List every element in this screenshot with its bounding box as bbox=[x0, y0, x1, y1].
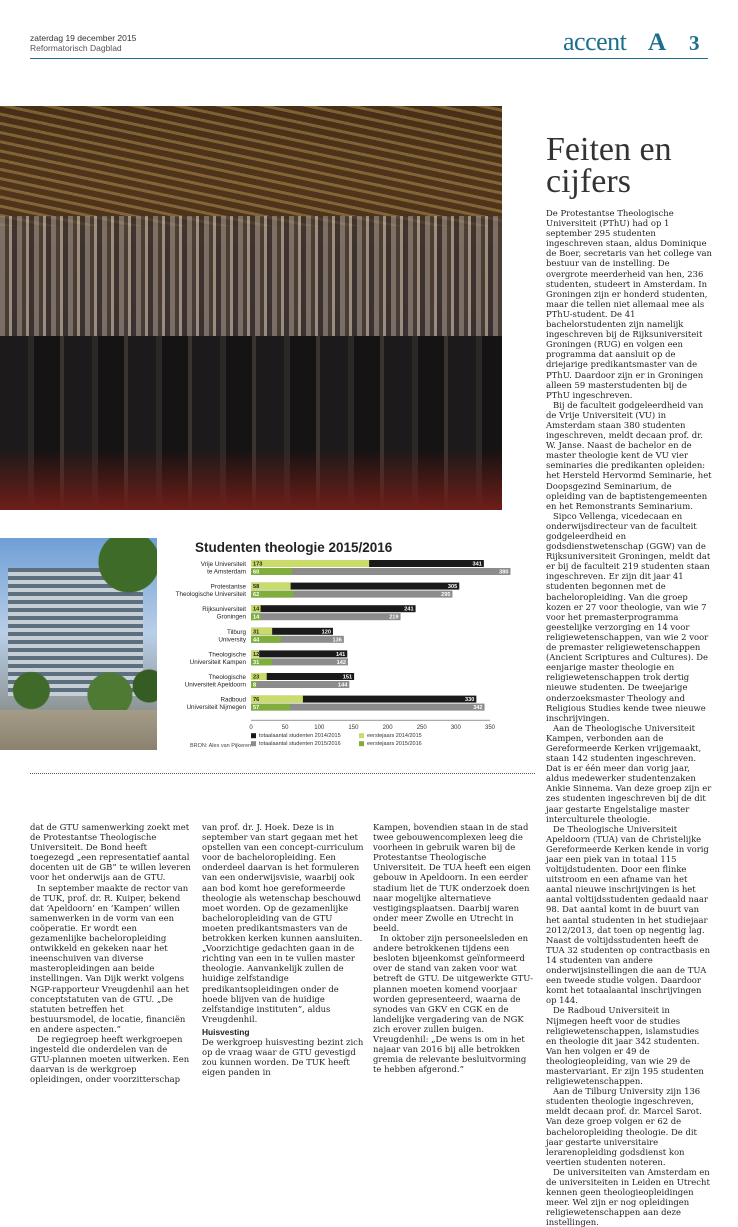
sidebar-paragraph: Aan de Theologische Universiteit Kampen, verbonden aan de Gereformeerde Kerken vrijgemaakt, staan 142 studenten ingeschreven. Dat is er één meer dan vorig jaar, aldus medewerker studentenzaken Ankie Sinnema. Van deze groep zijn er zes studenten ingeschreven bij de dit jaar gestarte Engelstalige master interculturele theologie. bbox=[546, 722, 712, 824]
category-label: Theologische bbox=[208, 674, 246, 681]
article-column-3 bbox=[373, 822, 535, 1074]
value-label-total-2015-2016: 380 bbox=[499, 569, 509, 576]
section-logo: A bbox=[648, 29, 667, 56]
x-tick-label: 0 bbox=[249, 725, 253, 732]
sidebar-paragraph: Bij de faculteit godgeleerdheid van de Vrije Universiteit (VU) in Amsterdam staan 380 studenten ingeschreven, meldt decaan prof. dr. W. Janse. Naast de bachelor en de master theologie kent de VU vier seminaries die predikanten opleiden: het Hersteld Hervormd Seminarie, het Doopsgezind Seminarium, de opleiding van de baptistengemeenten en het Remonstrants Seminarium. bbox=[546, 399, 712, 511]
article-column-1 bbox=[30, 822, 192, 1084]
value-label-total-2015-2016: 136 bbox=[332, 637, 342, 644]
legend-swatch bbox=[251, 741, 256, 746]
value-label-total-2014-2015: 141 bbox=[335, 651, 346, 658]
article-paragraph: In oktober zijn personeelsleden en andere betrokkenen tijdens een besloten bijeenkomst geïnformeerd over de stand van zaken voor wat betreft de GTU. De uitgewerkte GTU-plannen moeten komend voorjaar worden gepresenteerd, waarna de synodes van GKV en CGK en de landelijke vergadering van de NGK zich erover zullen buigen. Vreugdenhil: „De wens is om in het najaar van 2016 bij alle betrokken gremia de relevante besluitvorming te hebben afgerond.” bbox=[373, 933, 534, 1075]
category-label: Universiteit Kampen bbox=[189, 658, 246, 666]
bar-total-2014-2015 bbox=[251, 605, 416, 612]
value-label-total-2014-2015: 330 bbox=[464, 697, 475, 704]
value-label-firstyear-2014-2015: 173 bbox=[253, 561, 263, 568]
value-label-firstyear-2015-2016: 62 bbox=[253, 592, 260, 599]
category-label: Radboud bbox=[220, 696, 246, 704]
article-subhead: Huisvesting bbox=[202, 1026, 250, 1037]
category-label: Rijksuniversiteit bbox=[202, 606, 246, 614]
legend-swatch bbox=[359, 733, 364, 738]
legend-label: totaalaantal studenten 2015/2016 bbox=[259, 741, 341, 748]
dotted-divider bbox=[30, 773, 535, 774]
sidebar-title-line1: Feiten en bbox=[546, 131, 672, 168]
sidebar-title-line2: cijfers bbox=[546, 163, 631, 200]
article-paragraph: In september maakte de rector van de TUK, prof. dr. R. Kuiper, bekend dat ‘Apeldoorn’ en ‘Kampen’ willen samenwerken in de vorm van een coöperatie. Er wordt een gezamenlijke bacheloropleiding ontwikkeld en gekeken naar het ineenschuiven van diverse masteropleidingen aan beide instellingen. Van Dijk werkt volgens NGP-rapporteur Vreugdenhil aan het conceptstatuten van de GTU. „De statuten betreffen het bestuursmodel, de locatie, financiën en andere aspecten.” bbox=[30, 882, 189, 1034]
value-label-firstyear-2014-2015: 23 bbox=[253, 674, 260, 681]
category-label: Universiteit Nijmegen bbox=[186, 704, 246, 712]
x-tick-label: 150 bbox=[348, 725, 359, 732]
sidebar-paragraph: De Radboud Universiteit in Nijmegen heeft voor de studies religiewetenschappen, islamstudies en theologie dit jaar 342 studenten. Van hen volgen er 49 de theologieopleiding, van wie 29 de mastervariant. Er zijn 195 studenten religiewetenschappen. bbox=[546, 1005, 704, 1087]
category-label: Vrije Universiteit bbox=[200, 561, 246, 568]
value-label-total-2015-2016: 342 bbox=[473, 705, 483, 712]
value-label-firstyear-2014-2015: 12 bbox=[253, 651, 260, 658]
chart-credit: BRON: Alex van Pijkeren bbox=[190, 743, 252, 749]
value-label-total-2014-2015: 341 bbox=[472, 561, 482, 568]
value-label-total-2015-2016: 219 bbox=[389, 614, 399, 621]
value-label-firstyear-2014-2015: 58 bbox=[253, 584, 260, 591]
masthead-paper-name: Reformatorisch Dagblad bbox=[30, 43, 122, 53]
value-label-total-2015-2016: 142 bbox=[336, 659, 346, 666]
sidebar-paragraph: De universiteiten van Amsterdam en de universiteiten in Leiden en Utrecht kennen geen theologieopleidingen meer. Wel zijn er nog opleidingen religiewetenschappen aan deze instellingen. bbox=[546, 1166, 710, 1227]
article-paragraph: dat de GTU samenwerking zoekt met de Protestantse Theologische Universiteit. De Bond heeft toegezegd „een representatief aantal docenten uit de GB” te willen leveren voor het onderwijs aan de GTU. bbox=[30, 822, 191, 883]
value-label-total-2014-2015: 151 bbox=[342, 674, 353, 681]
x-tick-label: 50 bbox=[281, 725, 289, 732]
article-paragraph: van prof. dr. J. Hoek. Deze is in september van start gegaan met het opstellen van een concept-curriculum voor de bacheloropleiding. Een onderdeel daarvan is het formuleren van een onderwijsvisie, waarbij ook aan bod komt hoe gereformeerde theologie als wetenschap beschouwd moet worden. Op de gezamenlijke bacheloropleiding van de GTU moeten predikantsmasters van de betrokken kerken kunnen aansluiten. „Voorzichtige gedachten gaan in de richting van een in te vullen master theologie. Aanvankelijk zullen de huidige zelfstandige predikantsopleidingen onder de hoede blijven van de huidige zelfstandige instituten”, aldus Vreugdenhil. bbox=[202, 822, 364, 1024]
category-label: Theologische bbox=[208, 651, 246, 659]
value-label-firstyear-2015-2016: 60 bbox=[253, 569, 260, 576]
value-label-total-2014-2015: 305 bbox=[447, 584, 458, 591]
sidebar-paragraph: Aan de Tilburg University zijn 136 studenten theologie ingeschreven, meldt decaan prof. dr. Marcel Sarot. Van deze groep volgen er 62 de bacheloropleiding theologie. De dit jaar gestarte universitaire lerarenopleiding godsdienst kon veertien studenten noteren. bbox=[546, 1086, 702, 1167]
page-number: 3 bbox=[689, 31, 700, 55]
legend-label: eerstejaars 2014/2015 bbox=[367, 733, 422, 740]
value-label-total-2014-2015: 120 bbox=[321, 629, 331, 636]
x-tick-label: 350 bbox=[484, 725, 496, 732]
x-tick-label: 100 bbox=[314, 725, 325, 732]
legend-swatch bbox=[359, 741, 364, 746]
category-label: Tilburg bbox=[226, 628, 246, 636]
category-label: Theologische Universiteit bbox=[175, 591, 246, 599]
bar-total-2014-2015 bbox=[251, 650, 347, 657]
ceremony-photo bbox=[0, 106, 502, 510]
sidebar-paragraph: Sipco Vellenga, vicedecaan en onderwijsdirecteur van de faculteit godgeleerdheid en godsdienstwetenschap (GGW) van de Rijksuniversiteit Groningen, meldt dat er bij de faculteit 219 studenten staan ingeschreven. Er zijn dit jaar 41 studenten begonnen met de bacheloropleiding. Van die groep kozen er 27 voor theologie, van wie 7 voor het premasterprogramma geestelijke verzorging en 14 voor religiewetenschappen, van wie 2 voor de premaster religiewetenschappen (Ancient Scriptures and Cultures). De eenjarige master theologie en religiewetenschappen trok dertig nieuwe studenten. De tweejarige onderzoeksmaster Theology and Religious Studies kende twee nieuwe inschrijvingen. bbox=[546, 510, 711, 723]
sidebar-text bbox=[546, 208, 712, 1227]
section-name: accent bbox=[563, 27, 627, 56]
x-tick-label: 200 bbox=[382, 725, 393, 732]
legend-label: totaalaantal studenten 2014/2015 bbox=[259, 733, 341, 740]
chart-svg bbox=[160, 538, 509, 752]
bar-total-2015-2016 bbox=[251, 613, 401, 620]
value-label-total-2015-2016: 295 bbox=[441, 592, 451, 599]
building-photo bbox=[0, 538, 157, 750]
value-label-firstyear-2015-2016: 14 bbox=[253, 614, 260, 621]
category-label: Groningen bbox=[216, 613, 246, 621]
value-label-firstyear-2015-2016: 8 bbox=[253, 682, 257, 689]
legend-label: eerstejaars 2015/2016 bbox=[367, 741, 422, 748]
value-label-firstyear-2014-2015: 76 bbox=[253, 697, 260, 704]
category-label: University bbox=[218, 636, 246, 644]
article-column-2 bbox=[202, 822, 364, 1077]
category-label: Universiteit Apeldoorn bbox=[184, 681, 246, 689]
students-chart bbox=[160, 538, 509, 752]
value-label-total-2015-2016: 144 bbox=[337, 682, 348, 689]
legend-swatch bbox=[251, 733, 256, 738]
sidebar-paragraph: De Theologische Universiteit Apeldoorn (TUA) van de Christelijke Gereformeerde Kerken kende in vorig jaar een piek van in totaal 115 voltijdstudenten. Door een flinke uitstroom en een afname van het aantal nieuwe inschrijvingen is het aantal voltijdsstudenten gedaald naar 98. Dat aantal komt in de buurt van het aantal studenten in het studiejaar 2012/2013, dat toen op negentig lag. Naast de voltijdsstudenten heeft de TUA 32 studenten op contractbasis en 14 studenten van andere onderwijsinstellingen die aan de TUA een tweede studie volgen. Daardoor komt het totaalaantal inschrijvingen op 144. bbox=[546, 823, 711, 1006]
chart-title: Studenten theologie 2015/2016 bbox=[195, 540, 393, 555]
article-paragraph: De werkgroep huisvesting bezint zich op de vraag waar de GTU gevestigd zou kunnen worden. De TUK heeft eigen panden in bbox=[202, 1036, 364, 1078]
value-label-firstyear-2014-2015: 31 bbox=[253, 629, 260, 636]
masthead-date: zaterdag 19 december 2015 bbox=[30, 33, 137, 43]
value-label-firstyear-2014-2015: 14 bbox=[253, 606, 260, 613]
x-tick-label: 300 bbox=[450, 725, 461, 732]
category-label: Protestantse bbox=[210, 583, 246, 591]
bar-firstyear-2014-2015 bbox=[251, 560, 369, 567]
value-label-total-2014-2015: 241 bbox=[404, 606, 414, 613]
sidebar-paragraph: De Protestantse Theologische Universiteit (PThU) had op 1 september 295 studenten ingeschreven staan, aldus Dominique de Boer, secretaris van het college van bestuur van de instelling. De overgrote meerderheid van hen, 236 studenten, studeert in Amsterdam. In Groningen zijn er honderd studenten, maar die tellen niet allemaal mee als PThU-student. De 41 bachelorstudenten zijn namelijk ingeschreven bij de Rijksuniversiteit Groningen (RUG) en volgen een programma dat aansluit op de driejarige predikantsmaster van de PThU. Daardoor zijn er in Groningen alleen 59 masterstudenten bij de PThU ingeschreven. bbox=[546, 208, 712, 400]
x-tick-label: 250 bbox=[416, 725, 427, 732]
value-label-firstyear-2015-2016: 31 bbox=[253, 659, 260, 666]
value-label-firstyear-2015-2016: 44 bbox=[253, 637, 260, 644]
article-paragraph: Kampen, bovendien staan in de stad twee gebouwencomplexen leeg die voorheen in gebruik waren bij de Protestantse Theologische Universiteit. De TUA heeft een eigen gebouw in Apeldoorn. In een eerder stadium liet de TUK onderzoek doen naar mogelijke alternatieve vestigingsplaatsen. Daarbij waren onder meer Zwolle en Utrecht in beeld. bbox=[373, 822, 531, 933]
sidebar-title bbox=[546, 131, 672, 200]
article-paragraph: De regiegroep heeft werkgroepen ingesteld die onderdelen van de GTU-plannen moeten uitwerken. Een daarvan is de werkgroep opleidingen, onder voorzitterschap bbox=[30, 1033, 190, 1085]
bar-total-2015-2016 bbox=[251, 681, 349, 688]
category-label: te Amsterdam bbox=[207, 568, 246, 576]
value-label-firstyear-2015-2016: 57 bbox=[253, 705, 260, 712]
header-rule bbox=[30, 58, 708, 59]
